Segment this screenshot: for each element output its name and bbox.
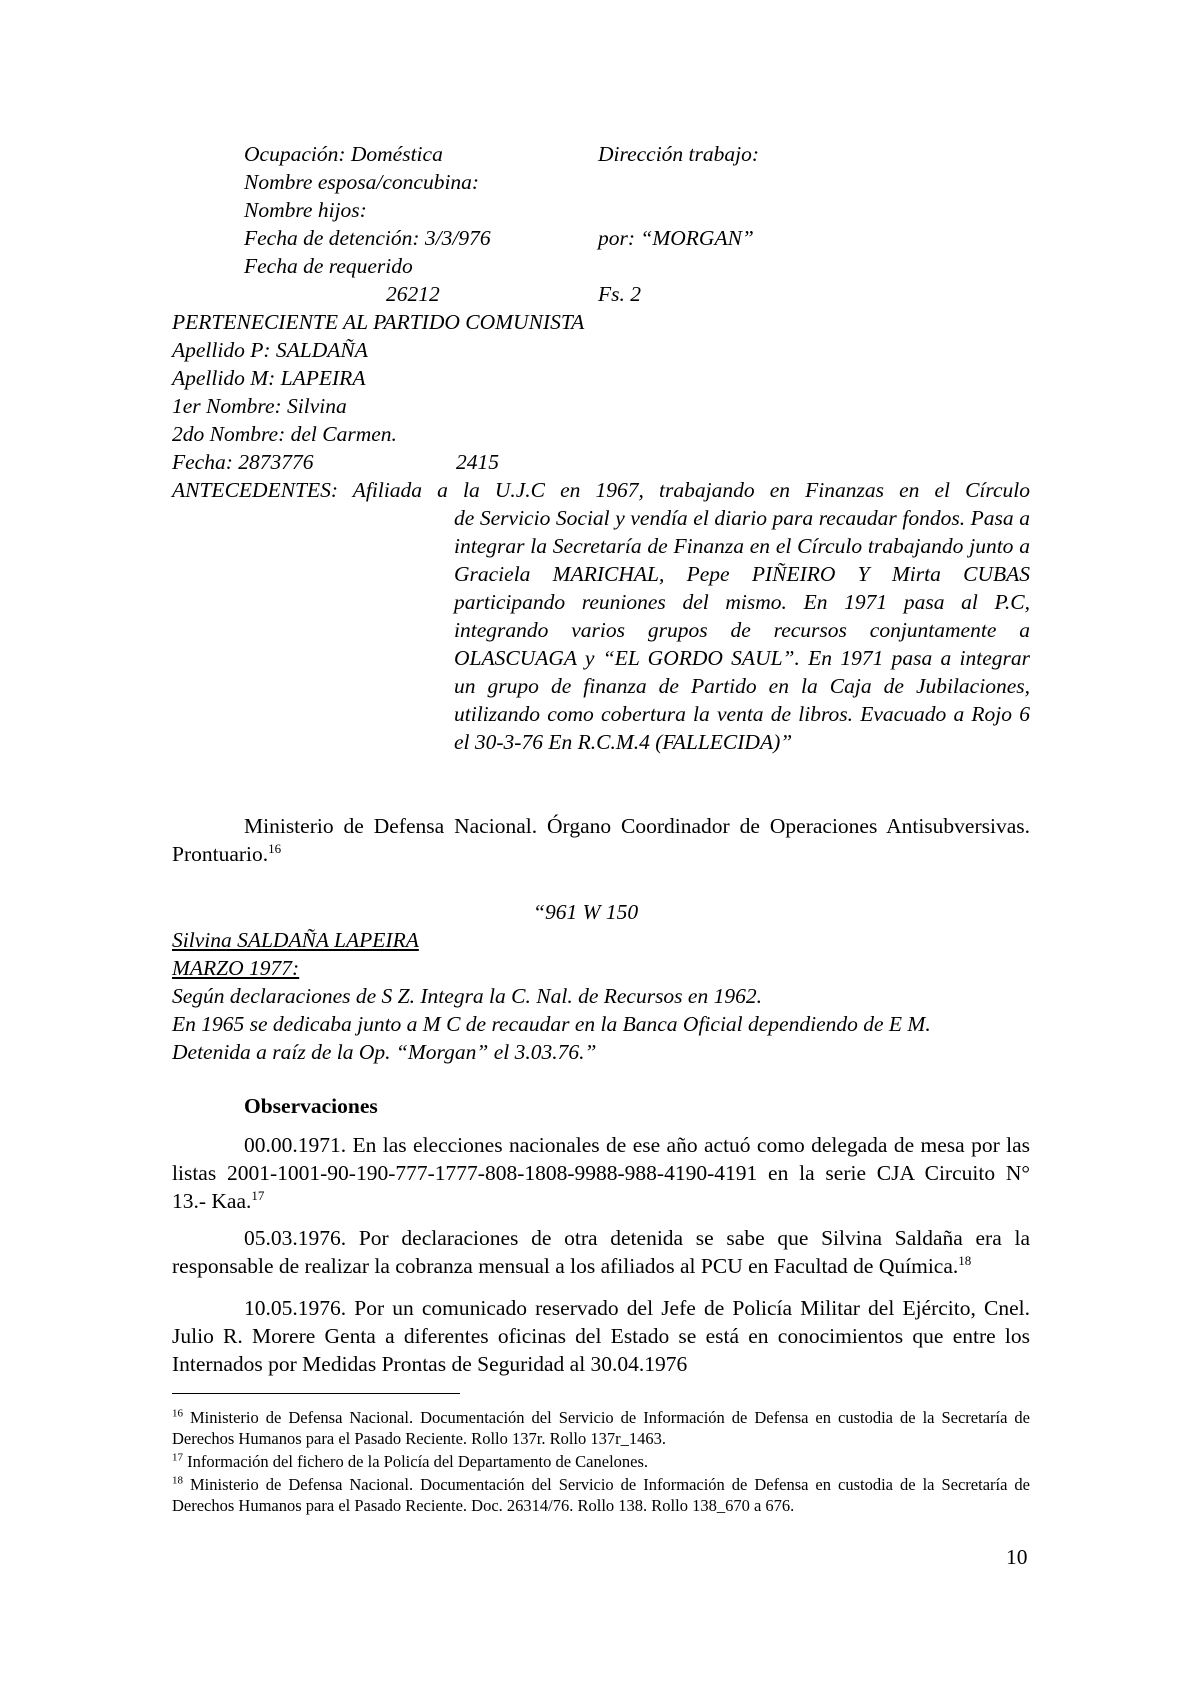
prontuario-line-2: En 1965 se dedicaba junto a M C de recaudar en la Banca Oficial dependiendo de E M.: [172, 1012, 931, 1036]
footnote-18-number: 18: [172, 1474, 183, 1487]
ministerio-text: Ministerio de Defensa Nacional. Órgano Coordinador de Operaciones Antisubversivas. Prontuario.: [172, 814, 1030, 866]
observacion-1971-text: 00.00.1971. En las elecciones nacionales de ese año actuó como delegada de mesa por las listas 2001-1001-90-190-777-1777-808-1808-9988-988-4190-4191 en la serie CJA Circuito N° 13.- Kaa.: [172, 1133, 1030, 1213]
ministerio-paragraph: [172, 812, 1030, 868]
footnote-18: [172, 1474, 1030, 1516]
observacion-05-03-1976: [172, 1224, 1030, 1280]
footnote-16-number: 16: [172, 1407, 183, 1420]
prontuario-date: MARZO 1977:: [172, 956, 300, 980]
fecha-detencion-field: Fecha de detención: 3/3/976: [244, 226, 491, 250]
apellido-m-line: Apellido M: LAPEIRA: [172, 366, 366, 390]
footnote-17: [172, 1451, 1030, 1472]
observacion-10-05-1976: [172, 1294, 1030, 1378]
direccion-trabajo-field: Dirección trabajo:: [598, 142, 760, 166]
observacion-10-05-1976-text: 10.05.1976. Por un comunicado reservado del Jefe de Policía Militar del Ejército, Cnel. Julio R. Morere Genta a diferentes oficinas del Estado se está en conocimientos que entre los Internados por Medidas Prontas de Seguridad al 30.04.1976: [172, 1296, 1030, 1376]
footnote-17-number: 17: [172, 1451, 183, 1464]
footnote-16: [172, 1407, 1030, 1449]
antecedentes-label: ANTECEDENTES:: [172, 478, 339, 502]
antecedentes-first-text: Afiliada a la U.J.C en 1967, trabajando en Finanzas en el Círculo: [352, 478, 1030, 502]
page-number: 10: [1006, 1545, 1028, 1569]
observacion-05-03-1976-text: 05.03.1976. Por declaraciones de otra detenida se sabe que Silvina Saldaña era la responsable de realizar la cobranza mensual a los afiliados al PCU en Facultad de Química.: [172, 1226, 1030, 1278]
apellido-p-line: Apellido P: SALDAÑA: [172, 338, 368, 362]
footnote-17-text: Información del fichero de la Policía del Departamento de Canelones.: [187, 1452, 649, 1471]
fecha-requerido-field: Fecha de requerido: [244, 254, 413, 278]
antecedentes-body: de Servicio Social y vendía el diario para recaudar fondos. Pasa a integrar la Secretaría de Finanza en el Círculo trabajando junto a Graciela MARICHAL, Pepe PIÑEIRO Y Mirta CUBAS participando reuniones del mismo. En 1971 pasa al P.C, integrando varios grupos de recursos conjuntamente a OLASCUAGA y “EL GORDO SAUL”. En 1971 pasa a integrar un grupo de finanza de Partido en la Caja de Jubilaciones, utilizando como cobertura la venta de libros. Evacuado a Rojo 6 el 30-3-76 En R.C.M.4 (FALLECIDA)”: [454, 506, 1030, 754]
footnote-18-text: Ministerio de Defensa Nacional. Documentación del Servicio de Información de Defensa en custodia de la Secretaría de Derechos Humanos para el Pasado Reciente. Doc. 26314/76. Rollo 138. Rollo 138_670 a 676.: [172, 1475, 1031, 1515]
footnote-16-text: Ministerio de Defensa Nacional. Documentación del Servicio de Información de Defensa en custodia de la Secretaría de Derechos Humanos para el Pasado Reciente. Rollo 137r. Rollo 137r_1463.: [172, 1408, 1031, 1448]
footnote-ref-17: 17: [251, 1187, 265, 1203]
fs-number: Fs. 2: [598, 282, 641, 306]
prontuario-code: “961 W 150: [533, 900, 639, 924]
ocupacion-field: Ocupación: Doméstica: [244, 142, 443, 166]
partido-line: PERTENECIENTE AL PARTIDO COMUNISTA: [172, 310, 585, 334]
nombre-hijos-field: Nombre hijos:: [244, 198, 367, 222]
observacion-1971: [172, 1131, 1030, 1215]
nombre-esposa-field: Nombre esposa/concubina:: [244, 170, 480, 194]
fecha-line: Fecha: 2873776: [172, 450, 314, 474]
prontuario-line-1: Según declaraciones de S Z. Integra la C. Nal. de Recursos en 1962.: [172, 984, 762, 1008]
nombre2-line: 2do Nombre: del Carmen.: [172, 422, 397, 446]
footnote-ref-16: 16: [268, 840, 282, 856]
nombre1-line: 1er Nombre: Silvina: [172, 394, 347, 418]
antecedentes-first-line: [172, 476, 1030, 504]
por-field: por: “MORGAN”: [598, 226, 754, 250]
footnote-ref-18: 18: [958, 1252, 972, 1268]
footnote-separator: [172, 1393, 460, 1394]
record-number: 26212: [386, 282, 440, 306]
prontuario-name: Silvina SALDAÑA LAPEIRA: [172, 928, 419, 952]
observaciones-heading: Observaciones: [244, 1094, 378, 1118]
prontuario-line-3: Detenida a raíz de la Op. “Morgan” el 3.03.76.”: [172, 1040, 597, 1064]
fecha-number: 2415: [456, 450, 499, 474]
